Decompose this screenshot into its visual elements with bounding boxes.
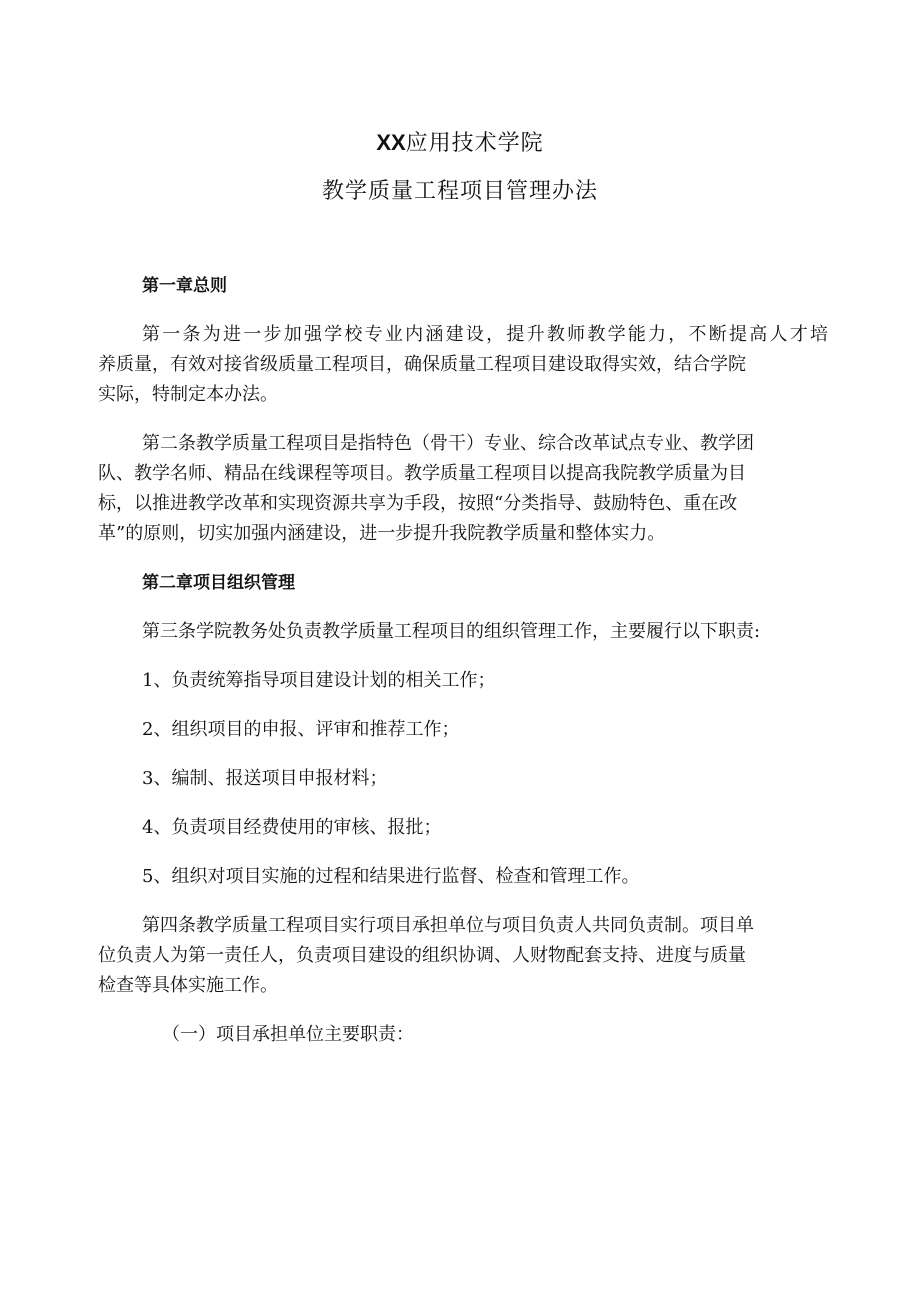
duty-list-item bbox=[98, 715, 828, 745]
article2-paragraph bbox=[98, 429, 828, 549]
duty-list-item bbox=[98, 862, 828, 892]
article1-line: 养质量，有效对接省级质量工程项目，确保质量工程项目建设取得实效，结合学院 bbox=[98, 354, 746, 375]
article3-paragraph bbox=[98, 617, 828, 647]
article4-line: 检查等具体实施工作。 bbox=[98, 975, 278, 996]
duty-item-text: 2、组织项目的申报、评审和推荐工作； bbox=[142, 719, 460, 740]
duty-item-text: 5、组织对项目实施的过程和结果进行监督、检查和管理工作。 bbox=[142, 866, 640, 887]
title-institution: 应用技术学院 bbox=[405, 131, 544, 156]
subsection-heading bbox=[98, 1020, 828, 1050]
subsection-text: （一）项目承担单位主要职责： bbox=[162, 1024, 414, 1045]
document-body bbox=[98, 271, 828, 1050]
article4-line: 位负责人为第一责任人，负责项目建设的组织协调、人财物配套支持、进度与质量 bbox=[98, 945, 746, 966]
chapter2-heading: 第二章项目组织管理 bbox=[142, 573, 295, 593]
article4-paragraph bbox=[98, 911, 828, 1001]
article1-line: 第一条为进一步加强学校专业内涵建设，提升教师教学能力，不断提高人才培 bbox=[142, 324, 828, 345]
duty-item-text: 1、负责统筹指导项目建设计划的相关工作； bbox=[142, 670, 496, 691]
chapter1-heading: 第一章总则 bbox=[142, 276, 227, 296]
article2-line: 标，以推进教学改革和实现资源共享为手段，按照“分类指导、鼓励特色、重在改 bbox=[98, 493, 738, 514]
duty-item-text: 4、负责项目经费使用的审核、报批； bbox=[142, 817, 442, 838]
duty-list-item bbox=[98, 764, 828, 794]
article2-line: 第二条教学质量工程项目是指特色（骨干）专业、综合改革试点专业、教学团 bbox=[142, 433, 754, 454]
document-title-line2: 教学质量工程项目管理办法 bbox=[321, 179, 598, 204]
article3-line: 第三条学院教务处负责教学质量工程项目的组织管理工作，主要履行以下职责: bbox=[142, 621, 761, 642]
article4-line: 第四条教学质量工程项目实行项目承担单位与项目负责人共同负责制。项目单 bbox=[142, 915, 754, 936]
title-prefix: XX bbox=[376, 130, 406, 155]
document-title-line1 bbox=[0, 126, 920, 157]
duty-list-item bbox=[98, 813, 828, 843]
article1-line: 实际，特制定本办法。 bbox=[98, 384, 278, 405]
article1-paragraph bbox=[98, 320, 828, 410]
duty-item-text: 3、编制、报送项目申报材料； bbox=[142, 768, 388, 789]
duty-list-item bbox=[98, 666, 828, 696]
article2-line: 革”的原则，切实加强内涵建设，进一步提升我院教学质量和整体实力。 bbox=[98, 523, 666, 544]
article2-line: 队、教学名师、精品在线课程等项目。教学质量工程项目以提高我院教学质量为目 bbox=[98, 463, 746, 484]
